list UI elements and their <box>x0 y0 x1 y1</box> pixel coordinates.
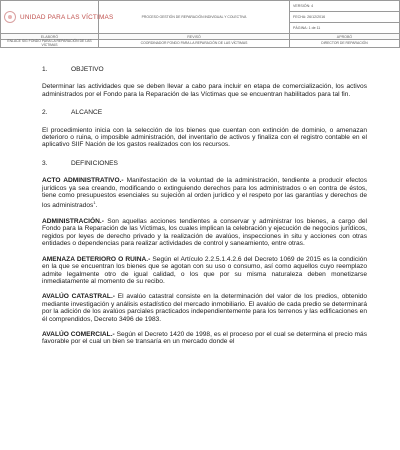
seal-icon <box>4 11 16 23</box>
section-heading-definiciones: 3. DEFINICIONES <box>42 159 118 167</box>
reviso-label: REVISÓ <box>99 34 290 40</box>
aprobo-label: APROBÓ <box>290 34 400 40</box>
logo-text: UNIDAD PARA LAS VÍCTIMAS <box>20 13 114 21</box>
section-heading-alcance: 2. ALCANCE <box>42 109 103 117</box>
document-body <box>42 66 367 354</box>
document-header <box>0 0 400 46</box>
definition-item: ADMINISTRACIÓN.- Son aquellas acciones tendientes a conservar y administrar los bienes, a cargo del Fondo para la Reparación de las Víctimas, los cuales implican la celebración y ejecución de negocios jurídicos, regidos por leyes de derecho privado y la realización de avalúos, inspecciones in situ y acciones con otras entidades o dependencias para realizar actividades de control y saneamiento, entre otras. <box>42 218 367 248</box>
definition-item: AMENAZA DETERIORO O RUINA.- Según el Artículo 2.2.5.1.4.2.6 del Decreto 1069 de 2015 es la condición en la que se encuentran los bienes que se agotan con su uso o consumo, así como aquellos cuyo reemplazo admite legalmente otro de igual calidad, o los que por su misma naturaleza deben monetizarse inmediatamente al momento de su recibo. <box>42 255 367 285</box>
definition-item: AVALÚO CATASTRAL.- El avalúo catastral consiste en la determinación del valor de los predios, obtenido mediante investigación y análisis estadístico del mercado inmobiliario. El avalúo de cada predio se determinará por la adición de los avalúos parciales practicados independientemente para los terrenos y las edificaciones en él comprendidos, Decreto 3496 de 1983. <box>42 293 368 323</box>
elaboro-value: ENLACE SIG FONDO PARA LA REPARACIÓN DE LAS VÍCTIMAS <box>1 40 99 48</box>
reviso-value: COORDINADOR FONDO PARA LA REPARACIÓN DE LAS VÍCTIMAS <box>99 40 290 48</box>
footnote-marker: 1 <box>93 200 96 206</box>
logo-cell <box>1 1 114 34</box>
date: FECHA: 26/12/2016 <box>290 12 400 23</box>
process-name: PROCESO GESTIÓN DE REPARACIÓN INDIVIDUAL Y COLECTIVA <box>99 1 290 34</box>
page-number: PÁGINA: 1 de 11 <box>290 23 400 34</box>
section-heading-objetivo: 1. OBJETIVO <box>42 66 104 73</box>
definition-item: ACTO ADMINISTRATIVO.- Manifestación de la voluntad de la administración, tendiente a producir efectos jurídicos ya sea creando, modificando o extinguiendo derechos para los administrados o en contra de éstos, tiene como presupuestos esenciales su sujeción al orden jurídico y el respeto por las garantías y derechos de los administrados$^1$. <box>42 177 368 210</box>
header-table <box>0 0 400 48</box>
version: VERSIÓN: 4 <box>290 1 400 12</box>
alcance-text: El procedimiento inicia con la selección de los bienes que cuentan con extinción de dominio, o amenazan deterioro o ruina, o imposible administración, del inventario de activos y finaliza con el registro contable en el aplicativo SIIF Nación de los gastos realizados con los recursos. <box>42 126 367 149</box>
logo <box>4 11 114 23</box>
aprobo-value: DIRECTOR DE REPARACIÓN <box>290 40 400 48</box>
elaboro-label: ELABORÓ <box>1 34 99 40</box>
objetivo-text: Determinar las actividades que se deben llevar a cabo para incluir en etapa de comercialización, los activos administrados por el Fondo para la Reparación de las Víctimas que se encuentran habilitados para tal fin. <box>42 83 367 98</box>
definition-item: AVALÚO COMERCIAL.- Según el Decreto 1420 de 1998, es el proceso por el cual se determina el precio más favorable por el cual un bien se transaría en un mercado donde el <box>42 330 367 346</box>
